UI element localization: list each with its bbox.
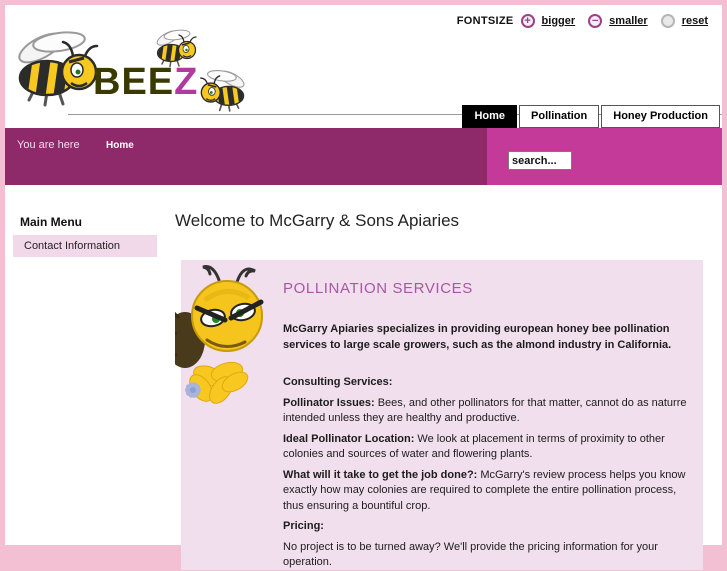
breadcrumb [5,128,487,185]
section-label: Pricing: [283,520,324,532]
section-label: Pollinator Issues: [283,396,375,409]
section-text: We look at placement in terms of proximity to other colonies and sources of water and flowering plants. [283,432,665,460]
fontsize-smaller-icon[interactable]: − [588,14,602,28]
breadcrumb-search-bar [5,128,722,185]
section-pricing-heading [283,519,691,535]
bee-large-icon [7,25,107,117]
page [5,5,722,568]
main-nav [462,105,720,128]
fontsize-reset-icon[interactable] [661,14,675,28]
fontsize-controls [457,14,714,28]
bee-face-flower-illustration [175,260,277,410]
page-title: Welcome to McGarry & Sons Apiaries [175,211,460,230]
section-text: No project is to be turned away? We'll provide the pricing information for your operation. [283,540,658,568]
section-consulting-services [283,375,691,391]
fontsize-reset-link[interactable]: reset [681,15,708,27]
sidebar-item-contact-information[interactable]: Contact Information [13,235,157,257]
fontsize-bigger-link[interactable]: bigger [541,15,576,27]
tab-pollination[interactable]: Pollination [519,105,599,128]
pollination-services-panel [181,260,703,570]
fontsize-label: FONTSIZE [456,15,514,27]
logo-bee-letters: BEE [93,61,175,103]
section-label: What will it take to get the job done?: [283,468,478,481]
section-text: Bees, and other pollinators for that matter, cannot do as naturre intended unless they are healthy and productive. [283,396,687,424]
search-area [487,128,722,185]
tab-honey-production[interactable]: Honey Production [601,105,720,128]
fontsize-bigger-icon[interactable]: + [521,14,535,28]
article-intro: McGarry Apiaries specializes in providing european honey bee pollination services to large scale growers, such as the almond industry in California. [283,323,672,351]
section-label: Ideal Pollinator Location: [283,432,415,445]
logo-z-letter: Z [174,61,199,103]
section-label: Consulting Services: [283,376,393,388]
search-input[interactable] [508,151,572,170]
tab-home[interactable]: Home [462,105,517,128]
sidebar-title: Main Menu [20,215,82,229]
section-job-done [283,468,691,515]
section-text: McGarry's review process helps you know exactly how may colonies are required to complete the entire pollination process, thus ensuring a bountiful crop. [283,468,686,512]
fontsize-smaller-link[interactable]: smaller [609,15,648,27]
section-pricing-paragraph-partial [283,540,691,571]
breadcrumb-label: You are here [17,139,80,151]
article-heading: POLLINATION SERVICES [283,280,473,297]
section-pollinator-issues [283,396,691,427]
header [5,5,722,128]
logo-text [93,61,198,104]
section-ideal-pollinator-location [283,432,691,463]
site-logo[interactable] [5,17,250,117]
breadcrumb-home-link[interactable]: Home [106,140,134,151]
bee-medium-icon [195,67,251,117]
